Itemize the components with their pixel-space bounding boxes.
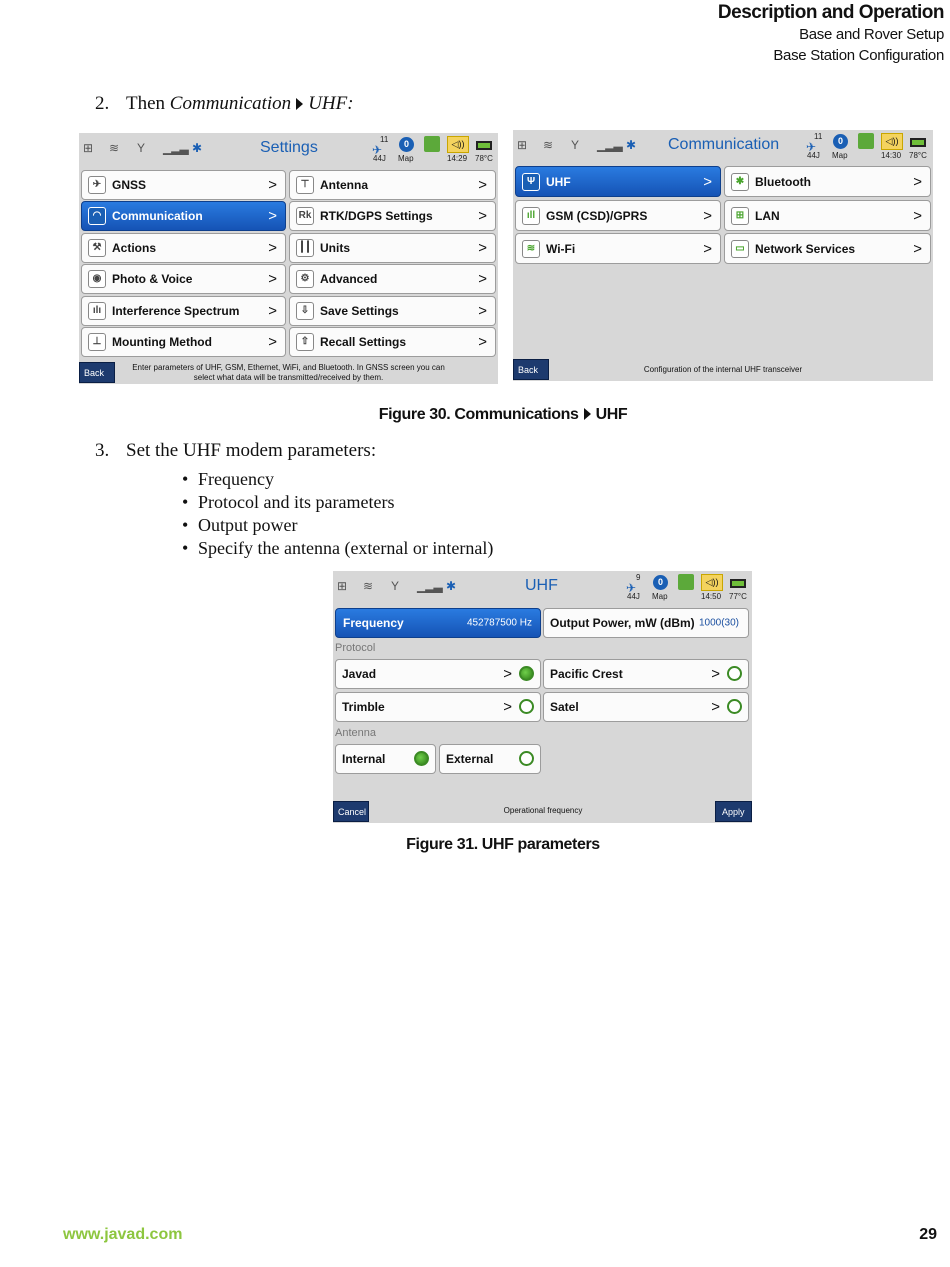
bullet-item: • Output power [182, 514, 493, 537]
map-label: Map [652, 592, 668, 601]
menu-label: Advanced [320, 272, 378, 286]
chevron-right-icon: > [503, 665, 512, 683]
protocol-label: Trimble [342, 700, 385, 714]
menu-label: Wi-Fi [546, 241, 576, 256]
menu-label: Save Settings [320, 304, 399, 318]
screen-hint: Operational frequency [503, 806, 583, 815]
protocol-section-label: Protocol [335, 642, 376, 654]
frequency-value: 452787500 Hz [466, 617, 532, 629]
menu-mounting-method[interactable] [81, 327, 286, 357]
chevron-right-icon: > [913, 173, 922, 190]
wifi-icon: ≋ [109, 141, 120, 155]
menu-label: Communication [112, 209, 203, 223]
communication-screen [513, 130, 933, 381]
radio-unselected-icon[interactable] [727, 699, 742, 714]
satellite-icon: ✈ [372, 143, 383, 157]
menu-lan[interactable] [724, 200, 931, 231]
menu-save-settings[interactable] [289, 296, 496, 326]
battery-icon [476, 141, 492, 150]
step-3 [95, 440, 376, 462]
time-label: 14:29 [447, 154, 468, 163]
map-label: Map [398, 154, 414, 163]
step-2-number: 2. [95, 93, 110, 114]
network-services-icon: ▭ [731, 240, 749, 258]
tools-icon: ⚙ [296, 270, 314, 288]
satellite-count: 9 [636, 573, 641, 582]
bullet-item: • Protocol and its parameters [182, 491, 493, 514]
mounting-icon: ⊥ [88, 333, 106, 351]
antenna-internal[interactable] [335, 744, 436, 774]
bluetooth-icon: ✱ [446, 579, 457, 593]
chevron-right-icon: > [268, 302, 277, 320]
satellite-icon: ✈ [88, 176, 106, 194]
menu-label: Photo & Voice [112, 272, 193, 286]
status-bar [333, 571, 752, 605]
uhf-screen [333, 571, 752, 823]
protocol-label: Satel [550, 700, 579, 714]
menu-label: UHF [546, 174, 571, 189]
menu-uhf[interactable] [515, 166, 721, 197]
screen-hint: Enter parameters of UHF, GSM, Ethernet, WiFi, and Bluetooth. In GNSS screen you can select what data will be transmitted/received by them. [132, 363, 445, 382]
chevron-right-icon: > [913, 240, 922, 257]
menu-recall-settings[interactable] [289, 327, 496, 357]
menu-label: Interference Spectrum [112, 304, 240, 318]
network-icon: ⊞ [83, 141, 94, 155]
signal-icon: ▁▂▃ [417, 579, 442, 593]
chevron-right-icon: > [478, 333, 487, 351]
arrow-right-icon [296, 98, 303, 110]
lan-icon: ⊞ [731, 207, 749, 225]
radio-unselected-icon[interactable] [519, 699, 534, 714]
map-icon[interactable]: 0 [653, 575, 668, 590]
map-icon[interactable]: 0 [833, 134, 848, 149]
menu-label: RTK/DGPS Settings [320, 209, 433, 223]
save-icon: ⇩ [296, 302, 314, 320]
chevron-right-icon: > [703, 240, 712, 257]
screen-title: Communication [668, 136, 780, 153]
status-bar [513, 130, 933, 164]
screen-title: UHF [525, 577, 558, 594]
settings-screen [79, 133, 498, 384]
satellite-count: 11 [814, 132, 823, 141]
menu-label: Mounting Method [112, 335, 212, 349]
camera-icon: ◉ [88, 270, 106, 288]
speaker-icon[interactable]: ◁)) [447, 136, 469, 153]
menu-network-services[interactable] [724, 233, 931, 264]
menu-advanced[interactable] [289, 264, 496, 294]
radio-unselected-icon[interactable] [727, 666, 742, 681]
temperature-label: 78°C [909, 151, 927, 160]
bluetooth-icon: ✱ [731, 173, 749, 191]
protocol-label: Javad [342, 667, 377, 681]
chevron-right-icon: > [503, 698, 512, 716]
menu-label: Actions [112, 241, 157, 255]
chevron-right-icon: > [268, 207, 277, 225]
bluetooth-icon: ✱ [626, 138, 637, 152]
satellite-icon: ✈ [626, 581, 637, 595]
header-subtitle-1: Base and Rover Setup [799, 26, 944, 43]
gps-icon[interactable] [678, 574, 694, 590]
antenna-icon: Y [571, 138, 580, 152]
menu-actions[interactable] [81, 233, 286, 263]
protocol-pacific-crest[interactable] [543, 659, 749, 689]
chevron-right-icon: > [711, 698, 720, 716]
antenna-option-label: External [446, 752, 494, 766]
menu-bluetooth[interactable] [724, 166, 931, 197]
chevron-right-icon: > [268, 333, 277, 351]
time-label: 14:30 [881, 151, 902, 160]
output-power-field[interactable] [543, 608, 749, 638]
menu-label: GNSS [112, 178, 147, 192]
menu-rtk-dgps[interactable] [289, 201, 496, 231]
cancel-button[interactable]: Cancel [333, 801, 369, 822]
cellular-icon: ıll [522, 207, 540, 225]
antenna-icon: Y [137, 141, 146, 155]
menu-label: Network Services [755, 241, 856, 256]
time-label: 14:50 [701, 592, 722, 601]
chevron-right-icon: > [268, 239, 277, 257]
menu-antenna[interactable] [289, 170, 496, 200]
menu-gsm[interactable] [515, 200, 721, 231]
antenna-section-label: Antenna [335, 727, 376, 739]
menu-interference-spectrum[interactable] [81, 296, 286, 326]
menu-gnss[interactable] [81, 170, 286, 200]
antenna-option-label: Internal [342, 752, 386, 766]
step-2-path-2: UHF: [308, 93, 354, 114]
menu-units[interactable] [289, 233, 496, 263]
step-3-text: Set the UHF modem parameters: [126, 440, 377, 461]
step-2 [95, 93, 354, 115]
ruler-icon: ┃┃ [296, 239, 314, 257]
wireless-icon: ◠ [88, 207, 106, 225]
step-3-bullets [182, 468, 493, 560]
wifi-icon: ≋ [363, 579, 374, 593]
bluetooth-icon: ✱ [192, 141, 203, 155]
frequency-field[interactable] [335, 608, 541, 638]
caption-part-1: Figure 30. Communications [378, 406, 579, 423]
uhf-radio-icon: Ψ [522, 173, 540, 191]
temperature-label: 77°C [729, 592, 747, 601]
screen-hint: Configuration of the internal UHF transceiver [643, 365, 803, 374]
menu-label: Antenna [320, 178, 368, 192]
frequency-label: Frequency [343, 616, 404, 630]
antenna-icon: ⊤ [296, 176, 314, 194]
menu-photo-voice[interactable] [81, 264, 286, 294]
output-power-label: Output Power, mW (dBm) [550, 616, 695, 630]
header-title: Description and Operation [717, 2, 944, 23]
figure-31-caption: Figure 31. UHF parameters [406, 836, 600, 853]
spectrum-icon: ılı [88, 302, 106, 320]
chevron-right-icon: > [703, 207, 712, 224]
bullet-item: • Specify the antenna (external or internal) [182, 537, 493, 560]
antenna-icon: Y [391, 579, 400, 593]
wifi-icon: ≋ [522, 240, 540, 258]
protocol-trimble[interactable] [335, 692, 541, 722]
gps-icon[interactable] [424, 136, 440, 152]
output-power-value: 1000(30) [698, 617, 739, 629]
chevron-right-icon: > [268, 176, 277, 194]
step-2-path-1: Communication [169, 93, 292, 114]
network-icon: ⊞ [337, 579, 348, 593]
protocol-label: Pacific Crest [550, 667, 623, 681]
chevron-right-icon: > [478, 176, 487, 194]
radio-selected-icon[interactable] [414, 751, 429, 766]
chevron-right-icon: > [478, 270, 487, 288]
bullet-item: • Frequency [182, 468, 493, 491]
menu-label: LAN [755, 208, 780, 223]
signal-icon: ▁▂▃ [163, 141, 188, 155]
battery-icon [910, 138, 926, 147]
arrow-right-icon [584, 408, 591, 420]
chevron-right-icon: > [268, 270, 277, 288]
protocol-satel[interactable] [543, 692, 749, 722]
network-icon: ⊞ [517, 138, 528, 152]
menu-communication[interactable] [81, 201, 286, 231]
signal-icon: ▁▂▃ [597, 138, 622, 152]
step-3-number: 3. [95, 440, 110, 461]
map-icon[interactable]: 0 [399, 137, 414, 152]
recall-icon: ⇧ [296, 333, 314, 351]
radio-unselected-icon[interactable] [519, 751, 534, 766]
header-subtitle-2: Base Station Configuration [773, 47, 944, 64]
rtk-icon: Rk [296, 207, 314, 225]
apply-button[interactable]: Apply [715, 801, 752, 822]
satellite-label: 44J [627, 592, 640, 601]
status-bar [79, 133, 498, 167]
map-label: Map [832, 151, 848, 160]
caption-part-2: UHF [595, 406, 628, 423]
chevron-right-icon: > [478, 239, 487, 257]
battery-icon [730, 579, 746, 588]
gps-icon[interactable] [858, 133, 874, 149]
footer-website-link[interactable]: www.javad.com [63, 1226, 183, 1243]
menu-label: GSM (CSD)/GPRS [546, 208, 648, 223]
back-button[interactable]: Back [79, 362, 115, 383]
protocol-javad[interactable] [335, 659, 541, 689]
chevron-right-icon: > [478, 207, 487, 225]
satellite-label: 44J [373, 154, 386, 163]
satellite-icon: ✈ [806, 140, 817, 154]
radio-selected-icon[interactable] [519, 666, 534, 681]
page-number: 29 [919, 1226, 937, 1243]
figure-30-caption [0, 406, 950, 424]
chevron-right-icon: > [913, 207, 922, 224]
satellite-label: 44J [807, 151, 820, 160]
wifi-icon: ≋ [543, 138, 554, 152]
antenna-external[interactable] [439, 744, 541, 774]
page-header [718, 2, 944, 66]
step-2-text: Then [126, 93, 170, 114]
menu-label: Recall Settings [320, 335, 407, 349]
menu-label: Units [320, 241, 350, 255]
menu-label: Bluetooth [755, 174, 811, 189]
back-button[interactable]: Back [513, 359, 549, 380]
speaker-icon[interactable]: ◁)) [881, 133, 903, 150]
satellite-count: 11 [380, 135, 389, 144]
chevron-right-icon: > [703, 173, 712, 190]
screen-title: Settings [260, 139, 318, 156]
temperature-label: 78°C [475, 154, 493, 163]
speaker-icon[interactable]: ◁)) [701, 574, 723, 591]
menu-wifi[interactable] [515, 233, 721, 264]
chevron-right-icon: > [478, 302, 487, 320]
actions-icon: ⚒ [88, 239, 106, 257]
chevron-right-icon: > [711, 665, 720, 683]
